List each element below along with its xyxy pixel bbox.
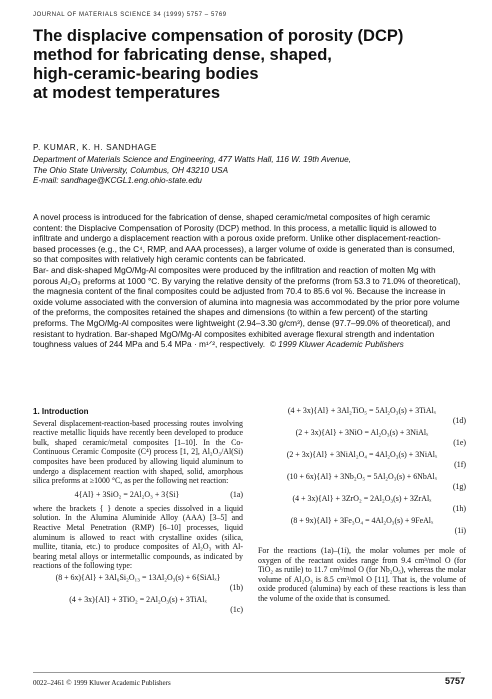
- abstract-paragraph: A novel process is introduced for the fabrication of dense, shaped ceramic/metal composites of high ceramic content: the Displacive Compensation of Porosity (DCP) method. In this process, a metallic liquid is allowed to infiltrate and undergo a displacement reaction with a porous oxide preform. Unlike other displacement-reaction-based processes (e.g., the C⁴, RMP, and AAA processes), a larger volume of oxide is generated than is consumed, so that composites with relatively high ceramic contents can be fabricated.: [33, 212, 455, 265]
- equation-text: 4{Al} + 3SiO₂ = 2Al₂O₃ + 3{Si}: [74, 489, 180, 499]
- equation-text: (4 + 3x){Al} + 3ZrO₂ = 2Al₂O₃(s) + 3ZrAlₓ: [292, 494, 432, 503]
- equation: [258, 428, 466, 448]
- equation-text: (10 + 6x){Al} + 3Nb₂O₅ = 5Al₂O₃(s) + 6NbAlₓ: [286, 472, 437, 481]
- equation: [33, 490, 243, 500]
- equation: [33, 595, 243, 615]
- title-line: method for fabricating dense, shaped,: [33, 46, 332, 64]
- article-title: [33, 27, 473, 103]
- equation-number: (1c): [230, 604, 243, 614]
- equation: [258, 494, 466, 514]
- equation-number: (1d): [452, 416, 466, 425]
- abstract-text: Bar- and disk-shaped MgO/Mg-Al composites were produced by the infiltration and reaction of molten Mg with porous Al₂O₃ preforms at 1000 °C. By varying the relative density of the preforms (from 53.3 to 71.0% of theoretical), the magnesia content of the final composites could be adjusted from 70.4 to 85.6 vol %. Because the increase in oxide volume associated with the conversion of alumina into magnesia was accommodated by the prior pore volume of the preforms, the composites retained the shapes and dimensions (to within a few percent) of the starting preforms. The MgO/Mg-Al composites were lightweight (2.94–3.30 g/cm³), dense (97.7–99.0% of theoretical), and resistant to hydration. Bar-shaped MgO/Mg-Al composites exhibited average flexural strength and indentation toughness values of 244 MPa and 5.4 MPa · m¹ᐟ², respectively.: [33, 264, 461, 350]
- equation-text: (8 + 6x){Al} + 3Al₆Si₂O₁₃ = 13Al₂O₃(s) + 6{SiAlₓ}: [55, 572, 221, 582]
- equation-text: (4 + 3x){Al} + 3Al₂TiO₅ = 5Al₂O₃(s) + 3TiAlₓ: [287, 406, 437, 415]
- equation: [258, 472, 466, 492]
- equation: [258, 450, 466, 470]
- equation-text: (2 + 3x){Al} + 3NiO = Al₂O₃(s) + 3NiAlₓ: [295, 428, 429, 437]
- equation-text: (4 + 3x){Al} + 3TiO₂ = 2Al₂O₃(s) + 3TiAlₓ: [69, 594, 207, 604]
- journal-header: JOURNAL OF MATERIALS SCIENCE 34 (1999) 5757 – 5769: [33, 12, 227, 18]
- body-paragraph: For the reactions (1a)–(1i), the molar volumes per mole of oxygen of the reactant oxides range from 9.4 cm³/mol O (for TiO₂ as rutile) to 11.7 cm³/mol O (for Nb₂O₅), whereas the molar volume of Al₂O₃ is 8.5 cm³/mol O [11]. That is, the volume of oxide produced (alumina) by each of these reactions is less than the volume of the oxide that is consumed.: [258, 546, 466, 603]
- abstract-paragraph: [33, 265, 461, 350]
- affiliation: [33, 155, 473, 187]
- equation-number: (1e): [453, 438, 466, 447]
- title-line: The displacive compensation of porosity (DCP): [33, 27, 404, 45]
- right-column: [258, 404, 466, 604]
- equation-number: (1h): [452, 504, 466, 513]
- title-line: at modest temperatures: [33, 84, 221, 102]
- left-column: [33, 407, 243, 617]
- equation-number: (1f): [454, 460, 466, 469]
- equation-number: (1i): [454, 526, 466, 535]
- title-line: high-ceramic-bearing bodies: [33, 65, 259, 83]
- equation: [258, 516, 466, 536]
- equation: [258, 406, 466, 426]
- affiliation-line: The Ohio State University, Columbus, OH 43210 USA: [33, 165, 229, 175]
- equation-number: (1g): [452, 482, 466, 491]
- equation-number: (1b): [229, 582, 243, 592]
- page-number: 5757: [445, 676, 466, 686]
- footer-issn: 0022–2461 © 1999 Kluwer Academic Publishers: [33, 679, 171, 687]
- affiliation-email: E-mail: sandhage@KCGL1.eng.ohio-state.edu: [33, 176, 202, 185]
- equation: [33, 573, 243, 593]
- abstract: [33, 212, 461, 350]
- copyright-notice: © 1999 Kluwer Academic Publishers: [269, 339, 404, 350]
- equation-number: (1a): [230, 489, 243, 499]
- affiliation-line: Department of Materials Science and Engineering, 477 Watts Hall, 116 W. 19th Avenue,: [33, 155, 351, 164]
- section-heading: 1. Introduction: [33, 407, 89, 416]
- authors: P. KUMAR, K. H. SANDHAGE: [33, 143, 157, 152]
- equation-text: (8 + 9x){Al} + 3Fe₃O₄ = 4Al₂O₃(s) + 9FeAlₓ: [290, 516, 434, 525]
- body-paragraph: where the brackets { } denote a species dissolved in a liquid solution. In the Alumina Aluminide Alloy (AAA) [3–5] and Reactive Metal Penetration (RMP) [6–10] processes, liquid aluminum is allowed to react with crystalline oxides (silica, mullite, titania, etc.) to produce composites of Al₂O₃ with Al-bearing metal alloys or intermetallic compounds, as indicated by reactions of the following type:: [33, 503, 243, 571]
- equation-text: (2 + 3x){Al} + 3NiAl₂O₄ = 4Al₂O₃(s) + 3NiAlₓ: [286, 450, 438, 459]
- footer-rule: [33, 672, 461, 673]
- body-paragraph: Several displacement-reaction-based processing routes involving reactive metallic liquids have recently been developed to produce bulk, shaped ceramic/metal composites [1–10]. In the Co-Continuous Ceramic Composite (C⁴) process [1, 2], Al₂O₃/Al(Si) composites have been produced by allowing liquid aluminum to undergo a displacement reaction with shaped, solid, amorphous silica preforms at ≥1000 °C, as per the following net reaction:: [33, 418, 243, 486]
